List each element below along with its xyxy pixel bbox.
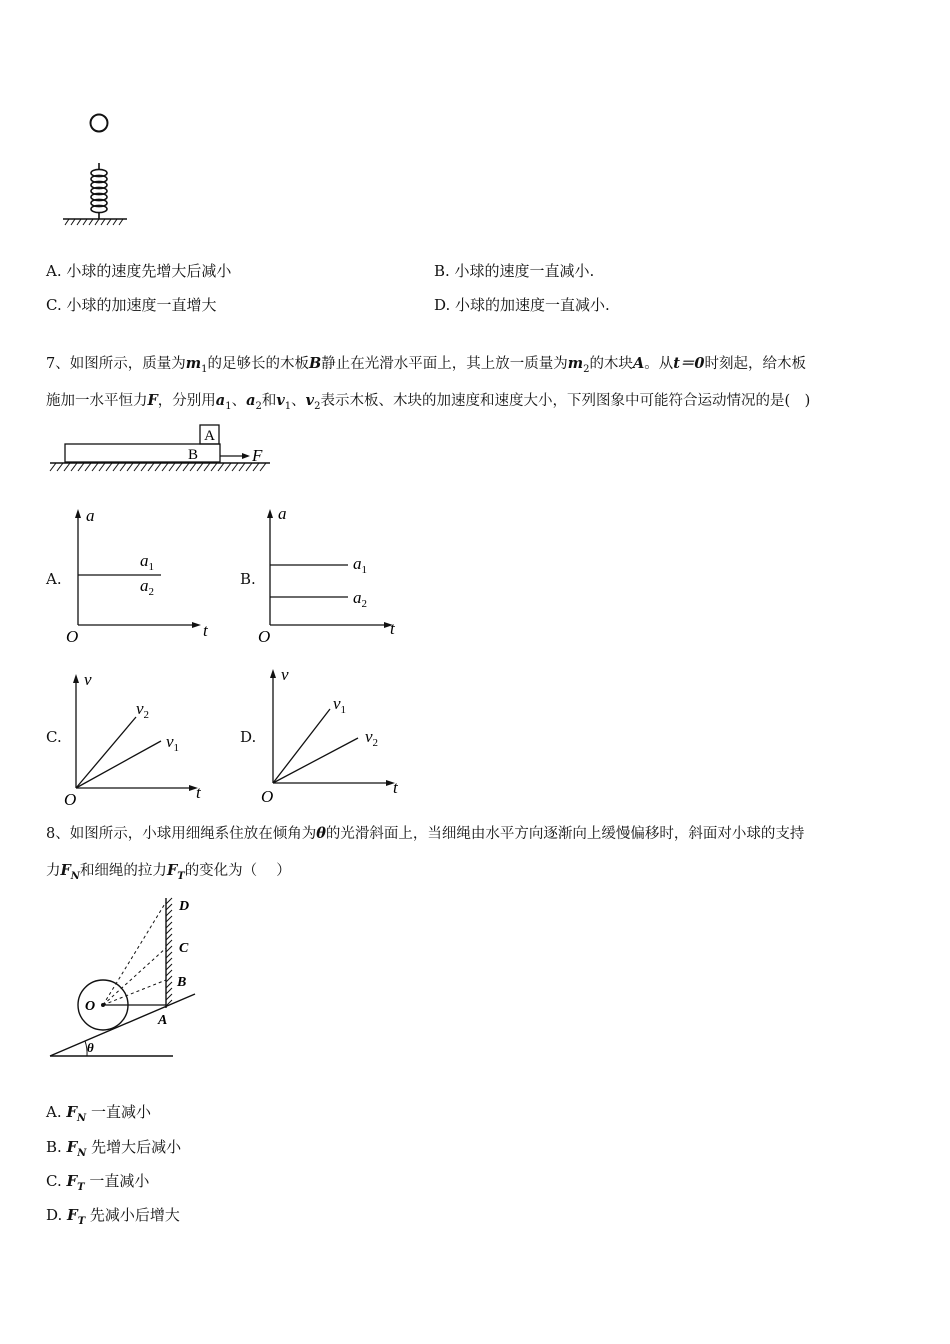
board-block-figure [45,420,280,480]
rope-dashed-c [103,948,166,1005]
q7-option-a-label[interactable]: A. [46,570,62,588]
series-label-v2: $v_2$ [365,727,379,749]
x-axis-label: t [393,778,398,797]
series-label-v2: $v_2$ [136,699,150,721]
x-axis-arrow-icon [192,622,201,628]
origin-label: O [64,790,77,809]
spring [91,163,107,219]
y-axis-arrow-icon [267,509,273,518]
rope-dashed-d [103,902,166,1005]
force-arrow-icon [242,453,250,459]
series-label-a2: $a_2$ [140,576,154,598]
y-axis-label: a [86,506,95,525]
q7-option-c-label[interactable]: C. [46,728,62,746]
y-axis-label: a [278,504,287,523]
q7-stem-line1: 7、如图所示，质量为$m_1$的足够长的木板B静止在光滑水平面上，其上放一质量为$m_2$的木块A。从t＝0时刻起，给木板 [46,355,806,375]
q8-option-d[interactable]: D. $F_T$ 先减小后增大 [46,1206,180,1227]
series-line-v1 [273,709,330,783]
origin-label: O [66,627,79,646]
floor [50,463,270,471]
y-axis-arrow-icon [73,674,79,683]
y-axis-arrow-icon [75,509,81,518]
series-line-v1 [76,741,161,788]
ground [63,219,127,225]
x-axis-label: t [203,621,208,640]
board-b-label: B [187,447,199,463]
x-axis-label: t [390,619,395,638]
y-axis-label: v [84,670,92,689]
q7-graph-c[interactable] [60,665,220,815]
series-line-v2 [273,738,358,783]
q6-option-a[interactable]: A. 小球的速度先增大后减小 [46,262,232,280]
y-axis-arrow-icon [270,669,276,678]
force-label: F [252,446,263,465]
q8-option-c[interactable]: C. $F_T$ 一直减小 [46,1172,150,1193]
q7-option-d-label[interactable]: D. [240,728,257,746]
q6-option-b[interactable]: B. 小球的速度一直减小. [434,262,595,280]
q6-option-d[interactable]: D. 小球的加速度一直减小. [434,296,610,314]
q7-graph-d[interactable] [257,660,417,810]
point-c-label: C [179,941,189,956]
series-label-a2: $a_2$ [353,588,367,610]
wall-hatch [166,898,172,1006]
rope-dashed-b [103,980,166,1005]
q8-stem-line1: 8、如图所示，小球用细绳系住放在倾角为θ的光滑斜面上，当细绳由水平方向逐渐向上缓慢偏移时，斜面对小球的支持 [46,825,805,842]
x-axis-label: t [196,783,201,802]
series-label-v1: $v_1$ [333,694,347,716]
q7-graph-b[interactable] [252,500,412,650]
spring-ball-figure [55,105,155,240]
q7-stem-line2: 施加一水平恒力F，分别用$a_1$、$a_2$和$v_1$、$v_2$表示木板、木块的加速度和速度大小，下列图象中可能符合运动情况的是( ) [46,392,811,412]
point-d-label: D [179,899,190,914]
series-label-a1: $a_1$ [353,554,367,576]
q8-stem-line2: 力$F_N$和细绳的拉力$F_T$的变化为（ ） [46,862,291,882]
theta-label: θ [87,1040,94,1055]
series-line-v2 [76,717,136,788]
y-axis-label: v [281,665,289,684]
incline-ball-figure [45,892,215,1067]
q7-option-b-label[interactable]: B. [240,570,256,588]
origin-label: O [261,787,274,806]
center-o-label: O [85,999,96,1014]
ball [91,115,108,132]
block-a-label: A [204,428,215,444]
series-label-v1: $v_1$ [166,732,180,754]
incline [50,994,195,1056]
point-a-label: A [158,1013,168,1028]
q6-option-c[interactable]: C. 小球的加速度一直增大 [46,296,217,314]
q8-option-a[interactable]: A. $F_N$ 一直减小 [46,1103,151,1124]
q7-graph-a[interactable] [60,500,220,650]
q8-option-b[interactable]: B. $F_N$ 先增大后减小 [46,1138,182,1159]
series-label-a1: $a_1$ [140,551,154,573]
origin-label: O [258,627,271,646]
point-b-label: B [177,975,187,990]
